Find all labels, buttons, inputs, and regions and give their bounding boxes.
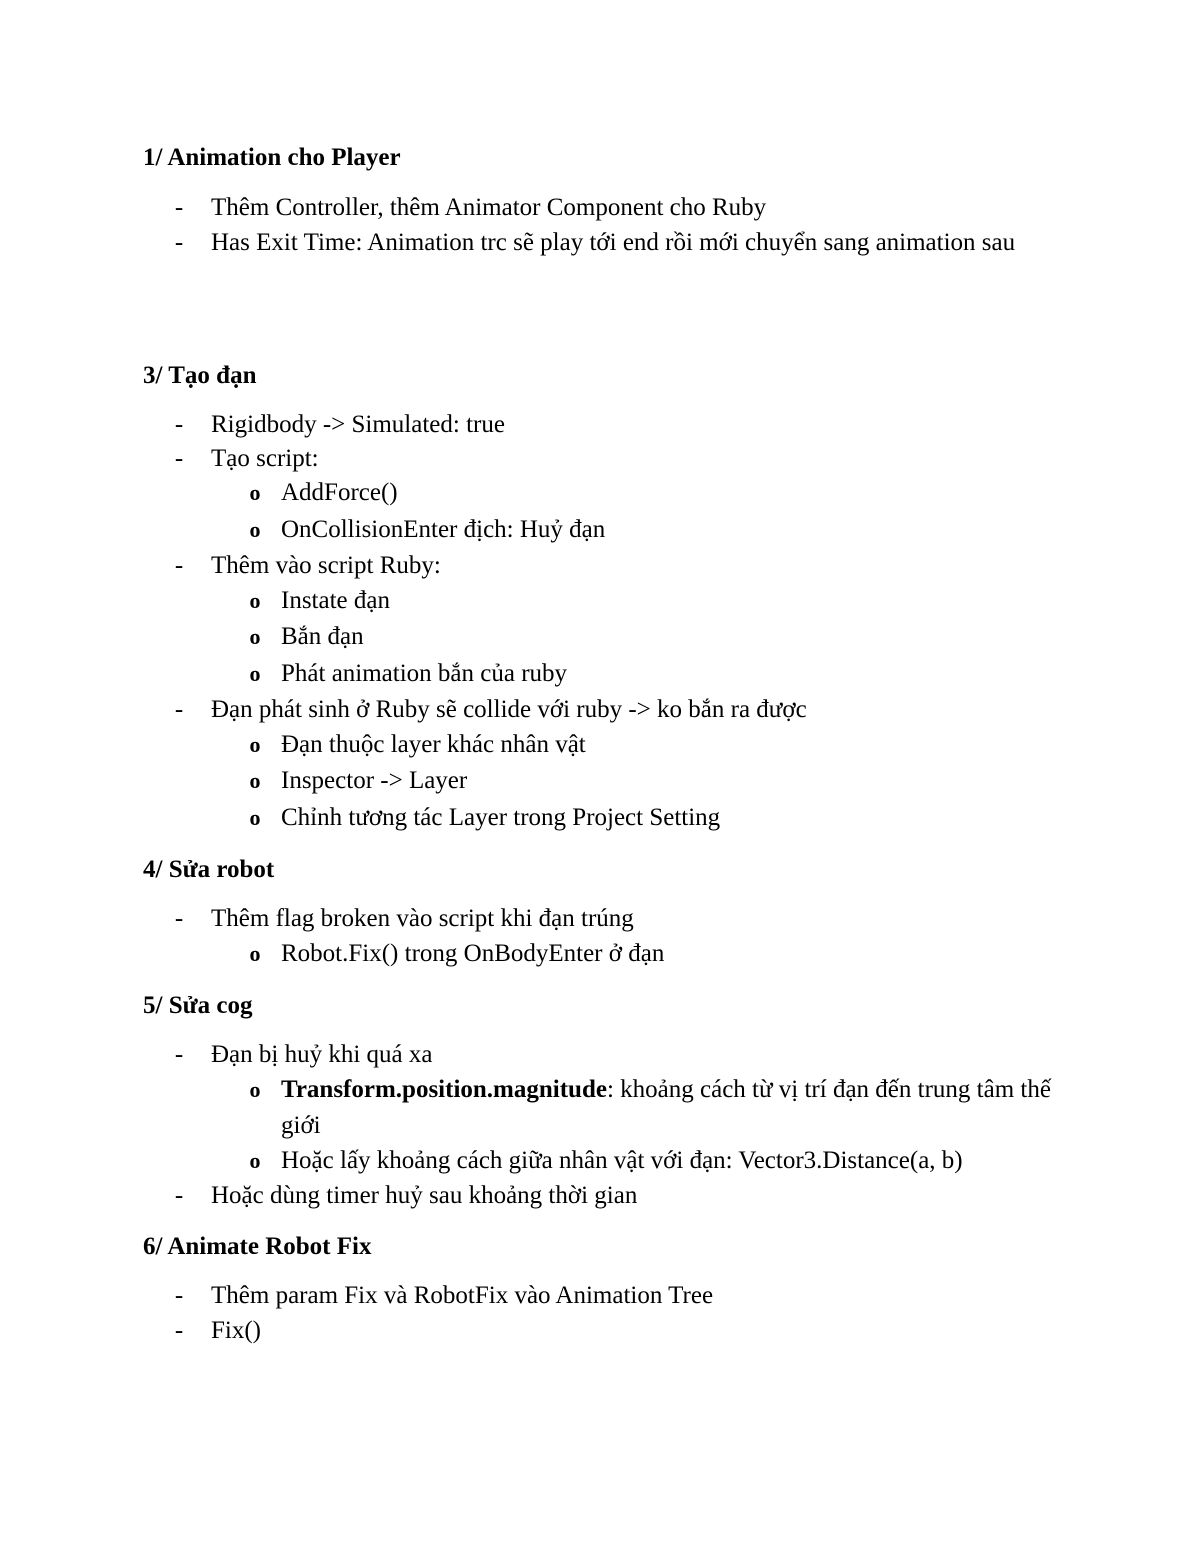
- dash-bullet: -: [174, 905, 184, 932]
- section-heading-3: 3/ Tạo đạn: [143, 362, 257, 389]
- circle-bullet-icon: o: [249, 768, 261, 793]
- sub-list-item: [249, 512, 1071, 548]
- dash-bullet: -: [174, 696, 184, 723]
- dash-bullet: -: [174, 194, 184, 221]
- dash-bullet: -: [174, 1041, 184, 1068]
- sub-list-item-text: Inspector -> Layer: [281, 767, 468, 794]
- list-item-text: Has Exit Time: Animation trc sẽ play tới end rồi mới chuyển sang animation sau: [211, 229, 1016, 256]
- list-item: [174, 1278, 1071, 1314]
- sub-list-item: [249, 936, 1071, 972]
- sub-list-item-text: AddForce(): [281, 479, 398, 506]
- code-term: Transform.position.magnitude: [281, 1076, 607, 1103]
- sub-list-item: [249, 475, 1071, 511]
- section-heading-4: 4/ Sửa robot: [143, 856, 275, 883]
- list-item: [174, 225, 1071, 261]
- sub-list-item-text: OnCollisionEnter địch: Huỷ đạn: [281, 516, 606, 543]
- list-item: [174, 901, 1071, 937]
- list-item: [174, 190, 1071, 226]
- circle-bullet-icon: o: [249, 941, 261, 966]
- list-item-text: Thêm vào script Ruby:: [211, 552, 441, 579]
- circle-bullet-icon: o: [249, 661, 261, 686]
- sub-list-item: [249, 619, 1071, 655]
- list-item: [174, 407, 1071, 443]
- sub-list-item-text: Đạn thuộc layer khác nhân vật: [281, 731, 586, 758]
- dash-bullet: -: [174, 229, 184, 256]
- circle-bullet-icon: o: [249, 1077, 261, 1102]
- sub-list-item: [249, 1143, 1071, 1179]
- sub-list-item-text: Robot.Fix() trong OnBodyEnter ở đạn: [281, 940, 665, 967]
- circle-bullet-icon: o: [249, 1148, 261, 1173]
- sub-list-item-text: Chỉnh tương tác Layer trong Project Setting: [281, 804, 721, 831]
- sub-list-item-text: Phát animation bắn của ruby: [281, 660, 568, 687]
- list-item-text: Thêm flag broken vào script khi đạn trúng: [211, 905, 634, 932]
- sub-list-item: [249, 727, 1071, 763]
- dash-bullet: -: [174, 1317, 184, 1344]
- circle-bullet-icon: o: [249, 480, 261, 505]
- list-item-text: Tạo script:: [211, 445, 319, 472]
- list-item-text: Thêm param Fix và RobotFix vào Animation Tree: [211, 1282, 714, 1309]
- dash-bullet: -: [174, 552, 184, 579]
- list-item: [174, 1313, 1071, 1349]
- sub-list-item-text: Bắn đạn: [281, 623, 364, 650]
- dash-bullet: -: [174, 1282, 184, 1309]
- list-item: [174, 1037, 1071, 1073]
- sub-list-item-text: Hoặc lấy khoảng cách giữa nhân vật với đạn: Vector3.Distance(a, b): [281, 1147, 963, 1174]
- sub-list-item: [249, 583, 1071, 619]
- list-item-text: Đạn bị huỷ khi quá xa: [211, 1041, 433, 1068]
- circle-bullet-icon: o: [249, 588, 261, 613]
- dash-bullet: -: [174, 1182, 184, 1209]
- circle-bullet-icon: o: [249, 517, 261, 542]
- sub-list-item: [249, 656, 1071, 692]
- circle-bullet-icon: o: [249, 805, 261, 830]
- sub-list-item: [249, 1072, 1071, 1144]
- list-item-text: Thêm Controller, thêm Animator Component cho Ruby: [211, 194, 767, 221]
- list-item-text: Rigidbody -> Simulated: true: [211, 411, 505, 438]
- list-item: [174, 441, 1071, 477]
- circle-bullet-icon: o: [249, 732, 261, 757]
- list-item: [174, 1178, 1071, 1214]
- list-item-text: Hoặc dùng timer huỷ sau khoảng thời gian: [211, 1182, 638, 1209]
- section-heading-1: 1/ Animation cho Player: [143, 144, 401, 171]
- list-item-text: Đạn phát sinh ở Ruby sẽ collide với ruby -> ko bắn ra được: [211, 696, 807, 723]
- section-heading-5: 5/ Sửa cog: [143, 992, 253, 1019]
- list-item: [174, 692, 1071, 728]
- sub-list-item-text: Instate đạn: [281, 587, 390, 614]
- dash-bullet: -: [174, 411, 184, 438]
- section-heading-6: 6/ Animate Robot Fix: [143, 1233, 372, 1260]
- list-item: [174, 548, 1071, 584]
- dash-bullet: -: [174, 445, 184, 472]
- list-item-text: Fix(): [211, 1317, 261, 1344]
- circle-bullet-icon: o: [249, 624, 261, 649]
- sub-list-item-text: : khoảng cách từ vị trí đạn đến trung tâm thế giới: [281, 1076, 1051, 1139]
- sub-list-item: [249, 800, 1071, 836]
- sub-list-item: [249, 763, 1071, 799]
